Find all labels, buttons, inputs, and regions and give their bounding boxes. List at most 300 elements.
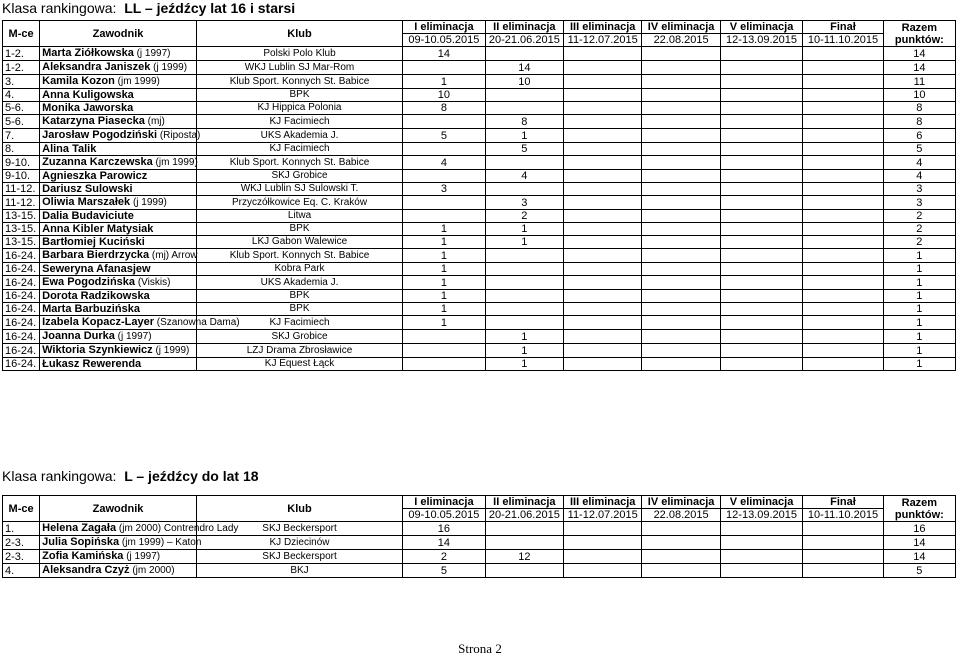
cell-score <box>803 276 883 290</box>
rider-extra: (j 1997) <box>114 331 152 342</box>
cell-score <box>642 276 720 290</box>
cell-score: 1 <box>403 249 486 263</box>
cell-score <box>564 196 642 210</box>
cell-score: 10 <box>403 89 486 102</box>
rider-extra: (jm 1999) <box>152 157 198 168</box>
cell-score <box>564 522 642 536</box>
cell-score <box>642 550 720 564</box>
header-eliminacja: I eliminacja <box>403 496 486 509</box>
cell-club: SKJ Grobice <box>196 330 402 344</box>
cell-total: 1 <box>883 358 955 371</box>
cell-score <box>642 75 720 89</box>
cell-score <box>720 330 803 344</box>
cell-total: 3 <box>883 196 955 210</box>
header-eliminacja: I eliminacja <box>403 21 486 34</box>
cell-position: 8. <box>3 143 40 156</box>
rider-name: Anna Kibler Matysiak <box>42 223 154 235</box>
cell-score <box>803 344 883 358</box>
cell-score <box>642 47 720 61</box>
cell-score <box>803 290 883 303</box>
cell-score <box>720 536 803 550</box>
header-date: 20-21.06.2015 <box>485 509 563 522</box>
cell-club: Polski Polo Klub <box>196 47 402 61</box>
cell-rider <box>40 522 239 536</box>
cell-score <box>803 263 883 276</box>
title-main: L – jeźdźcy do lat 18 <box>124 468 259 484</box>
cell-score <box>564 156 642 170</box>
cell-score <box>564 536 642 550</box>
cell-score <box>564 143 642 156</box>
table-row <box>3 263 956 276</box>
cell-score <box>642 536 720 550</box>
header-zawodnik: Zawodnik <box>40 21 197 47</box>
cell-position: 16-24. <box>3 330 40 344</box>
rider-name: Ewa Pogodzińska <box>42 276 136 288</box>
cell-score <box>564 61 642 75</box>
ranking-table-ll <box>2 20 956 371</box>
cell-score <box>803 115 883 129</box>
cell-score <box>485 183 563 196</box>
cell-club: Klub Sport. Konnych St. Babice <box>196 249 402 263</box>
cell-club: Litwa <box>196 210 402 223</box>
cell-score <box>564 47 642 61</box>
cell-score <box>803 210 883 223</box>
rider-name: Marta Ziółkowska <box>42 47 134 59</box>
cell-score <box>403 358 486 371</box>
table-row <box>3 290 956 303</box>
header-date: 12-13.09.2015 <box>720 34 803 47</box>
cell-club: Kobra Park <box>196 263 402 276</box>
cell-position: 16-24. <box>3 344 40 358</box>
rider-name: Katarzyna Piasecka <box>42 115 145 127</box>
cell-score <box>720 564 803 578</box>
cell-club: KJ Facimiech <box>196 316 402 330</box>
cell-rider <box>40 47 197 61</box>
cell-position: 16-24. <box>3 276 40 290</box>
cell-position: 3. <box>3 75 40 89</box>
cell-score <box>485 303 563 316</box>
cell-score <box>720 61 803 75</box>
cell-position: 9-10. <box>3 170 40 183</box>
table-row <box>3 143 956 156</box>
header-date: 10-11.10.2015 <box>803 34 883 47</box>
cell-score <box>642 303 720 316</box>
rider-extra: (jm 2000) <box>129 565 175 576</box>
cell-score: 14 <box>485 61 563 75</box>
cell-score: 3 <box>403 183 486 196</box>
cell-position: 16-24. <box>3 249 40 263</box>
cell-club: BPK <box>196 89 402 102</box>
cell-rider <box>40 536 202 550</box>
cell-total: 1 <box>883 263 955 276</box>
cell-score <box>564 550 642 564</box>
cell-score: 8 <box>485 115 563 129</box>
cell-rider <box>40 223 197 236</box>
cell-total: 10 <box>883 89 955 102</box>
cell-score <box>485 249 563 263</box>
rider-name: Marta Barbuzińska <box>42 303 140 315</box>
cell-total: 1 <box>883 303 955 316</box>
cell-score <box>720 550 803 564</box>
cell-total: 1 <box>883 344 955 358</box>
rider-name: Helena Zagała <box>42 522 117 534</box>
cell-score <box>485 89 563 102</box>
section-1-title <box>2 0 295 16</box>
cell-position: 4. <box>3 564 40 578</box>
cell-score <box>564 236 642 249</box>
header-date: 20-21.06.2015 <box>485 34 563 47</box>
header-date: 12-13.09.2015 <box>720 509 803 522</box>
cell-total: 14 <box>883 536 955 550</box>
rider-name: Dorota Radzikowska <box>42 290 150 302</box>
header-zawodnik: Zawodnik <box>40 496 197 522</box>
header-date: 10-11.10.2015 <box>803 509 883 522</box>
cell-total: 8 <box>883 115 955 129</box>
cell-score <box>720 115 803 129</box>
cell-score <box>803 170 883 183</box>
cell-score: 1 <box>403 316 486 330</box>
rider-name: Zofia Kamińska <box>42 550 124 562</box>
table-row <box>3 183 956 196</box>
cell-score <box>642 522 720 536</box>
cell-score <box>642 358 720 371</box>
rider-name: Agnieszka Parowicz <box>42 170 148 182</box>
cell-total: 2 <box>883 223 955 236</box>
cell-score: 5 <box>403 564 486 578</box>
table-row <box>3 536 956 550</box>
cell-club: BKJ <box>196 564 402 578</box>
cell-score <box>803 330 883 344</box>
cell-score: 1 <box>403 75 486 89</box>
cell-score <box>803 303 883 316</box>
cell-score <box>803 143 883 156</box>
cell-score: 1 <box>485 129 563 143</box>
cell-rider <box>40 550 197 564</box>
cell-club: BPK <box>196 303 402 316</box>
section-2-title <box>2 468 259 484</box>
cell-score: 10 <box>485 75 563 89</box>
table-row <box>3 276 956 290</box>
cell-score <box>642 156 720 170</box>
cell-score <box>642 102 720 115</box>
header-row <box>3 496 956 509</box>
rider-extra: (Riposta) <box>157 130 201 141</box>
rider-name: Aleksandra Czyż <box>42 564 130 576</box>
cell-club: Klub Sport. Konnych St. Babice <box>196 75 402 89</box>
cell-score <box>803 61 883 75</box>
cell-club: UKS Akademia J. <box>196 129 402 143</box>
table-row <box>3 316 956 330</box>
cell-rider <box>40 129 201 143</box>
cell-score <box>720 129 803 143</box>
cell-total: 3 <box>883 183 955 196</box>
rider-extra: (mj) <box>144 116 165 127</box>
cell-rider <box>40 276 197 290</box>
cell-rider <box>40 249 197 263</box>
rider-name: Dalia Budaviciute <box>42 210 134 222</box>
header-date: 09-10.05.2015 <box>403 34 486 47</box>
cell-score <box>485 263 563 276</box>
cell-score <box>803 223 883 236</box>
cell-total: 16 <box>883 522 955 536</box>
rider-extra: (jm 1999) <box>114 76 160 87</box>
cell-score <box>803 47 883 61</box>
table-row <box>3 210 956 223</box>
cell-total: 8 <box>883 102 955 115</box>
cell-score <box>485 156 563 170</box>
cell-total: 1 <box>883 276 955 290</box>
cell-rider <box>40 316 240 330</box>
table-row <box>3 522 956 536</box>
cell-score <box>720 316 803 330</box>
cell-club: Klub Sport. Konnych St. Babice <box>196 156 402 170</box>
cell-score <box>403 330 486 344</box>
header-mce: M-ce <box>3 496 40 522</box>
cell-score: 1 <box>403 263 486 276</box>
cell-score <box>564 344 642 358</box>
table-row <box>3 249 956 263</box>
cell-club: LZJ Drama Zbrosławice <box>196 344 402 358</box>
cell-rider <box>40 61 197 75</box>
cell-position: 13-15. <box>3 210 40 223</box>
cell-club: KJ Facimiech <box>196 143 402 156</box>
cell-total: 4 <box>883 170 955 183</box>
cell-score <box>564 210 642 223</box>
rider-extra: (j 1997) <box>133 48 171 59</box>
rider-name: Zuzanna Karczewska <box>42 156 153 168</box>
cell-position: 1-2. <box>3 61 40 75</box>
cell-score <box>642 249 720 263</box>
cell-score <box>403 196 486 210</box>
table-row <box>3 564 956 578</box>
cell-score <box>720 276 803 290</box>
cell-score <box>720 156 803 170</box>
cell-score <box>642 263 720 276</box>
cell-score <box>720 170 803 183</box>
cell-position: 9-10. <box>3 156 40 170</box>
cell-club: BPK <box>196 290 402 303</box>
cell-position: 16-24. <box>3 316 40 330</box>
cell-club: KJ Equest Łąck <box>196 358 402 371</box>
cell-score <box>720 102 803 115</box>
cell-total: 14 <box>883 61 955 75</box>
cell-score: 1 <box>403 276 486 290</box>
cell-club: BPK <box>196 223 402 236</box>
cell-club: SKJ Grobice <box>196 170 402 183</box>
header-date: 22.08.2015 <box>642 34 720 47</box>
cell-position: 5-6. <box>3 102 40 115</box>
cell-score <box>485 276 563 290</box>
cell-total: 2 <box>883 210 955 223</box>
header-row <box>3 21 956 34</box>
cell-rider <box>40 156 197 170</box>
rider-name: Kamila Kozon <box>42 75 115 87</box>
rider-name: Oliwia Marszałek <box>42 196 131 208</box>
cell-score <box>803 249 883 263</box>
table-row <box>3 236 956 249</box>
rider-name: Wiktoria Szynkiewicz <box>42 344 153 356</box>
rider-name: Monika Jaworska <box>42 102 134 114</box>
cell-score <box>564 249 642 263</box>
cell-score <box>642 210 720 223</box>
cell-score <box>642 143 720 156</box>
cell-score <box>564 183 642 196</box>
cell-score: 1 <box>485 223 563 236</box>
cell-score <box>403 210 486 223</box>
cell-club: WKJ Lublin SJ Mar-Rom <box>196 61 402 75</box>
cell-rider <box>40 290 197 303</box>
rider-name: Julia Sopińska <box>42 536 120 548</box>
header-eliminacja: III eliminacja <box>564 21 642 34</box>
cell-position: 5-6. <box>3 115 40 129</box>
cell-score <box>803 196 883 210</box>
table-row <box>3 170 956 183</box>
rider-name: Dariusz Sulowski <box>42 183 133 195</box>
cell-position: 13-15. <box>3 223 40 236</box>
cell-club: KJ Facimiech <box>196 115 402 129</box>
cell-position: 16-24. <box>3 263 40 276</box>
cell-score <box>720 223 803 236</box>
cell-score <box>642 316 720 330</box>
rider-extra: (jm 2000) Contrendro Lady <box>116 523 239 534</box>
cell-score: 8 <box>403 102 486 115</box>
rider-name: Łukasz Rewerenda <box>42 358 142 370</box>
cell-rider <box>40 330 197 344</box>
cell-score <box>720 522 803 536</box>
table-row <box>3 358 956 371</box>
cell-rider <box>40 115 197 129</box>
cell-rider <box>40 89 197 102</box>
cell-total: 1 <box>883 330 955 344</box>
rider-extra: (j 1999) <box>150 62 188 73</box>
cell-score <box>642 89 720 102</box>
cell-score <box>564 170 642 183</box>
cell-score <box>720 210 803 223</box>
table-row <box>3 196 956 210</box>
cell-score: 1 <box>403 236 486 249</box>
cell-club: LKJ Gabon Walewice <box>196 236 402 249</box>
cell-score <box>642 344 720 358</box>
header-klub: Klub <box>196 496 402 522</box>
header-date: 09-10.05.2015 <box>403 509 486 522</box>
table-row <box>3 61 956 75</box>
rider-name: Anna Kuligowska <box>42 89 134 101</box>
table-row <box>3 47 956 61</box>
cell-score <box>564 89 642 102</box>
cell-score <box>403 61 486 75</box>
cell-position: 16-24. <box>3 290 40 303</box>
rider-extra: (mj) Arrow <box>149 250 198 261</box>
cell-score <box>720 143 803 156</box>
table-row <box>3 303 956 316</box>
cell-club: UKS Akademia J. <box>196 276 402 290</box>
cell-score: 1 <box>485 236 563 249</box>
cell-total: 5 <box>883 564 955 578</box>
cell-score <box>803 316 883 330</box>
cell-score <box>642 223 720 236</box>
cell-score <box>642 170 720 183</box>
cell-score <box>720 196 803 210</box>
rider-name: Alina Talik <box>42 143 97 155</box>
header-razem <box>883 496 955 522</box>
cell-score <box>642 129 720 143</box>
ranking-table-l <box>2 495 956 578</box>
header-eliminacja: V eliminacja <box>720 496 803 509</box>
cell-position: 2-3. <box>3 550 40 564</box>
table-row <box>3 75 956 89</box>
cell-position: 7. <box>3 129 40 143</box>
header-eliminacja: II eliminacja <box>485 496 563 509</box>
cell-total: 1 <box>883 316 955 330</box>
cell-score <box>803 102 883 115</box>
cell-position: 1-2. <box>3 47 40 61</box>
cell-score <box>720 236 803 249</box>
cell-total: 4 <box>883 156 955 170</box>
cell-score <box>803 129 883 143</box>
cell-position: 11-12. <box>3 183 40 196</box>
cell-score <box>564 290 642 303</box>
cell-position: 1. <box>3 522 40 536</box>
cell-score <box>720 263 803 276</box>
cell-score <box>720 183 803 196</box>
cell-score <box>803 75 883 89</box>
cell-total: 14 <box>883 47 955 61</box>
header-eliminacja: IV eliminacja <box>642 21 720 34</box>
cell-score <box>564 115 642 129</box>
title-main: LL – jeźdźcy lat 16 i starsi <box>124 0 296 16</box>
cell-score <box>803 564 883 578</box>
title-prefix: Klasa rankingowa: <box>2 468 117 484</box>
cell-score: 1 <box>485 330 563 344</box>
header-eliminacja: Finał <box>803 496 883 509</box>
rider-name: Barbara Bierdrzycka <box>42 249 150 261</box>
cell-score <box>720 75 803 89</box>
cell-score <box>564 330 642 344</box>
rider-extra: (Szanowna Dama) <box>154 317 240 328</box>
cell-score <box>803 156 883 170</box>
cell-score <box>803 536 883 550</box>
table-row <box>3 344 956 358</box>
cell-score: 2 <box>403 550 486 564</box>
cell-rider <box>40 75 197 89</box>
cell-score: 4 <box>485 170 563 183</box>
cell-score <box>564 564 642 578</box>
rider-extra: (j 1997) <box>123 551 161 562</box>
cell-score <box>485 316 563 330</box>
cell-rider <box>40 210 197 223</box>
razem-label: Razem <box>901 21 938 34</box>
rider-name: Bartłomiej Kuciński <box>42 236 145 248</box>
cell-club: SKJ Beckersport <box>196 522 402 536</box>
cell-score: 1 <box>485 358 563 371</box>
cell-score <box>485 564 563 578</box>
cell-score <box>564 303 642 316</box>
header-klub: Klub <box>196 21 402 47</box>
cell-score <box>485 536 563 550</box>
table-row <box>3 223 956 236</box>
header-eliminacja: IV eliminacja <box>642 496 720 509</box>
cell-score <box>485 102 563 115</box>
cell-score <box>485 290 563 303</box>
header-razem <box>883 21 955 47</box>
cell-score <box>803 522 883 536</box>
cell-total: 2 <box>883 236 955 249</box>
header-mce: M-ce <box>3 21 40 47</box>
cell-total: 5 <box>883 143 955 156</box>
cell-club: Przyczółkowice Eq. C. Kraków <box>196 196 402 210</box>
cell-score <box>803 358 883 371</box>
cell-score <box>803 89 883 102</box>
